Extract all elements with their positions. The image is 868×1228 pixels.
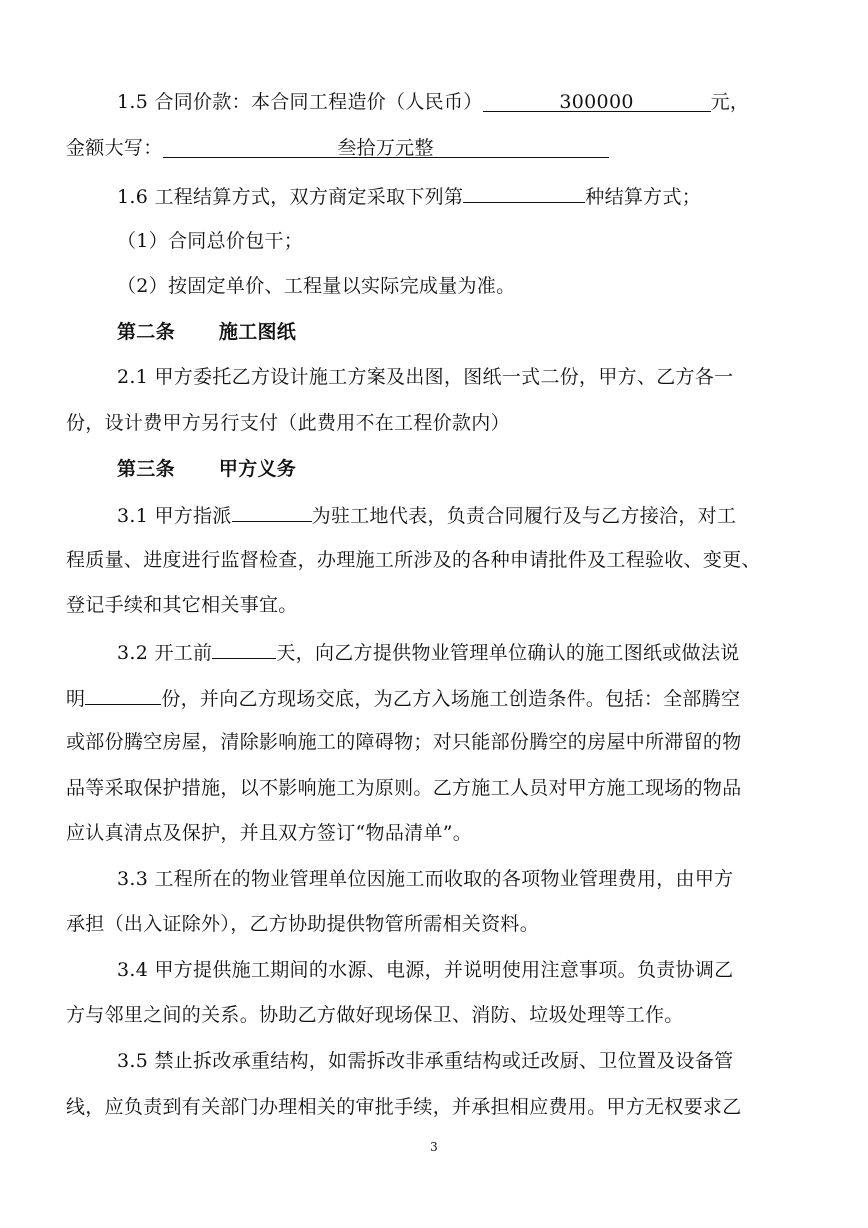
clause-3-2-line-4: 品等采取保护措施，以不影响施工为原则。乙方施工人员对甲方施工现场的物品 [66,777,742,799]
clause-2-1-line-1: 2.1 甲方委托乙方设计施工方案及出图，图纸一式二份，甲方、乙方各一 [117,366,734,388]
clause-1-5-line-2 [66,134,806,162]
amount-caps-label: 金额大写： [66,137,163,159]
clause-3-3-line-2: 承担（出入证除外），乙方协助提供物管所需相关资料。 [66,913,540,935]
amount-unit: 元， [710,91,750,113]
clause-3-4-line-2: 方与邻里之间的关系。协助乙方做好现场保卫、消防、垃圾处理等工作。 [66,1004,684,1026]
clause-3-3-line-1: 3.3 工程所在的物业管理单位因施工而收取的各项物业管理费用，由甲方 [117,868,734,890]
clause-3-1-continuation: 为驻工地代表，负责合同履行及与乙方接洽，对工 [311,505,737,527]
clause-3-1-prefix: 3.1 甲方指派 [117,505,232,527]
days-before-start-blank [212,637,276,659]
settlement-method-blank [463,181,585,203]
article-3-heading [117,455,807,483]
clause-3-1-line-2: 程质量、进度进行监督检查，办理施工所涉及的各种申请批件及工程验收、变更、 [66,549,761,571]
clause-3-1-line-1 [117,500,807,530]
article-2-number: 第二条 [117,321,175,343]
clause-1-5-line-1 [117,88,807,116]
clause-3-2-line-3: 或部份腾空房屋，清除影响施工的障碍物；对只能部份腾空的房屋中所滞留的物 [66,731,742,753]
clause-2-1-line-2: 份，设计费甲方另行支付（此费用不在工程价款内） [66,412,510,434]
article-3-number: 第三条 [117,458,175,480]
clause-1-6-prefix: 1.6 工程结算方式，双方商定采取下列第 [117,186,464,208]
clause-3-2-line-2 [66,683,806,713]
settlement-option-2: （2）按固定单价、工程量以实际完成量为准。 [117,275,516,297]
clause-3-2-line-1 [117,637,807,667]
page-number: 3 [430,1140,438,1154]
article-2-heading [117,318,807,346]
clause-1-6-line-1 [117,181,807,211]
clause-3-5-line-1: 3.5 禁止拆改承重结构，如需拆改非承重结构或迁改厨、卫位置及设备管 [117,1050,734,1072]
clause-1-5-prefix: 1.5 合同价款：本合同工程造价（人民币） [117,91,483,113]
article-3-title: 甲方义务 [218,458,297,480]
settlement-option-1: （1）合同总价包干； [117,230,304,252]
clause-1-6-suffix: 种结算方式； [585,186,702,208]
clause-3-2-line-2-continuation: 份，并向乙方现场交底，为乙方入场施工创造条件。包括：全部腾空 [161,688,741,710]
clause-3-2-line-5: 应认真清点及保护，并且双方签订“物品清单”。 [66,822,473,844]
clause-3-2-line-2-prefix: 明 [66,688,86,710]
site-representative-blank [232,500,312,522]
contract-amount-field: 300000 [483,90,711,112]
clause-3-5-line-2: 线，应负责到有关部门办理相关的审批手续，并承担相应费用。甲方无权要求乙 [66,1096,742,1118]
clause-3-2-prefix: 3.2 开工前 [117,642,213,664]
copies-blank [85,683,161,705]
clause-3-4-line-1: 3.4 甲方提供施工期间的水源、电源，并说明使用注意事项。负责协调乙 [117,959,734,981]
clause-3-2-continuation: 天，向乙方提供物业管理单位确认的施工图纸或做法说 [276,642,740,664]
clause-3-1-line-3: 登记手续和其它相关事宜。 [66,594,298,616]
amount-caps-field: 叁拾万元整 [163,136,609,158]
article-2-title: 施工图纸 [218,321,297,343]
